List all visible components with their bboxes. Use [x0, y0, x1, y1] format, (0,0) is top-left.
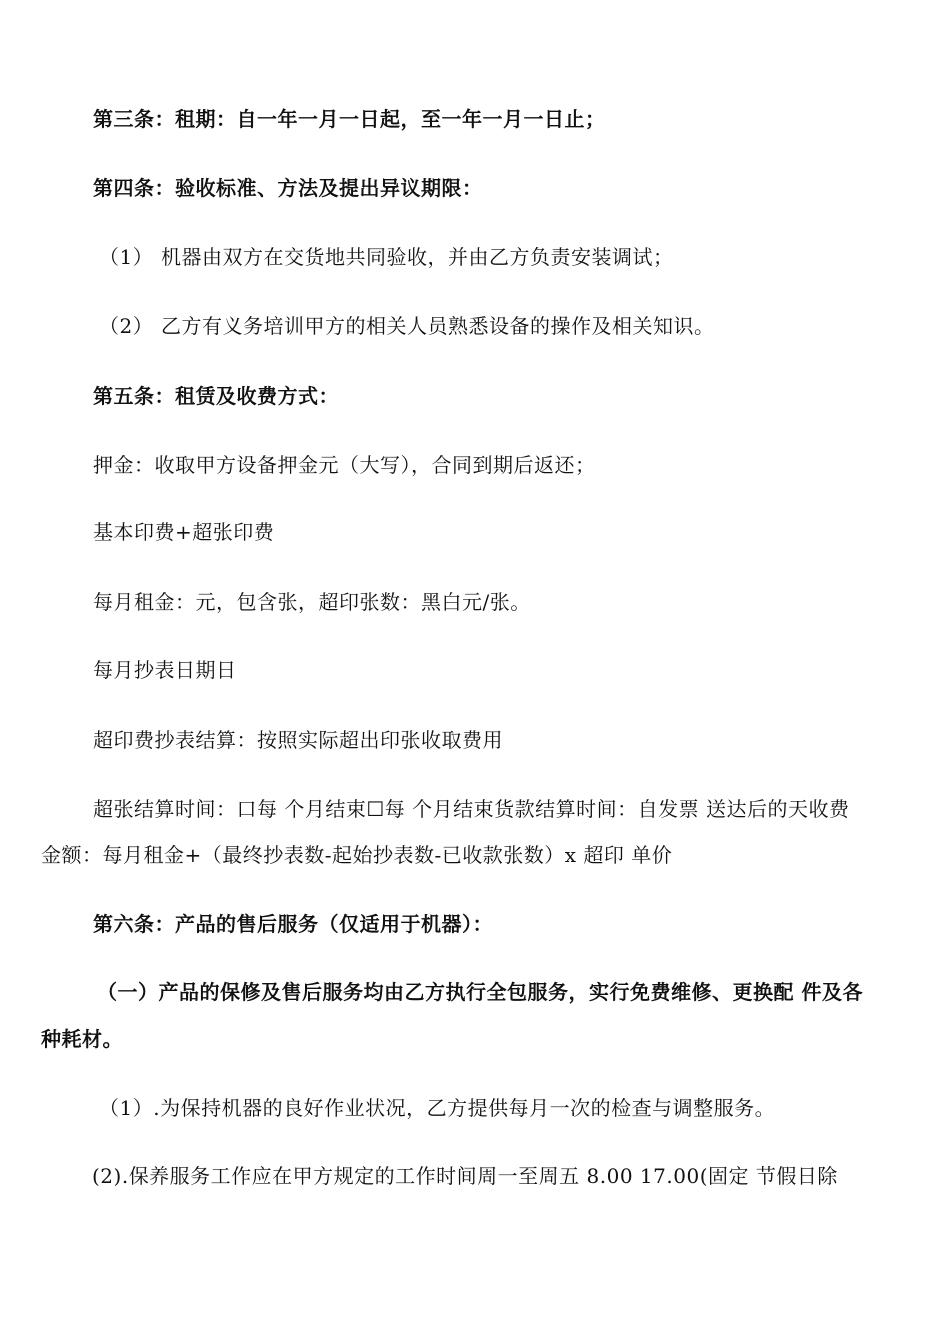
- item-text: 乙方有义务培训甲方的相关人员熟悉设备的操作及相关知识。: [161, 314, 715, 338]
- article-4-item-1: [99, 245, 674, 269]
- item-number: （1）: [99, 245, 154, 269]
- settlement-time-line-2: 金额：每月租金+（最终抄表数-起始抄表数-已收款张数）x 超印 单价: [41, 843, 673, 867]
- settlement-time-line-1: 超张结算时间：口每 个月结束☐每 个月结束货款结算时间：自发票 送达后的天收费: [93, 797, 850, 821]
- overprint-settlement-clause: 超印费抄表结算：按照实际超出印张收取费用: [93, 728, 503, 752]
- article-3-lease-term: 第三条：租期：自一年一月一日起，至一年一月一日止；: [93, 107, 606, 131]
- article-6-sub-1-line-1: （一）产品的保修及售后服务均由乙方执行全包服务，实行免费维修、更换配 件及各: [97, 980, 863, 1004]
- item-number: （2）: [99, 314, 154, 338]
- deposit-clause: 押金：收取甲方设备押金元（大写），合同到期后返还；: [93, 453, 596, 477]
- article-5-title: 第五条：租赁及收费方式：: [93, 384, 339, 408]
- article-6-item-2: (2).保养服务工作应在甲方规定的工作时间周一至周五 8.00 17.00(固定 节假日除: [92, 1164, 838, 1188]
- item-text: 机器由双方在交货地共同验收，并由乙方负责安装调试；: [161, 245, 674, 269]
- article-6-sub-1-line-2: 种耗材。: [41, 1027, 123, 1051]
- article-6-title: 第六条：产品的售后服务（仅适用于机器）：: [93, 912, 493, 936]
- article-4-title: 第四条：验收标准、方法及提出异议期限：: [93, 176, 483, 200]
- reading-date-clause: 每月抄表日期日: [93, 658, 237, 682]
- article-6-item-1: （1）.为保持机器的良好作业状况，乙方提供每月一次的检查与调整服务。: [99, 1096, 776, 1120]
- article-4-item-2: [99, 314, 715, 338]
- monthly-rent-clause: 每月租金：元，包含张，超印张数：黑白元/张。: [93, 590, 531, 614]
- basic-fee-clause: 基本印费+超张印费: [93, 520, 275, 544]
